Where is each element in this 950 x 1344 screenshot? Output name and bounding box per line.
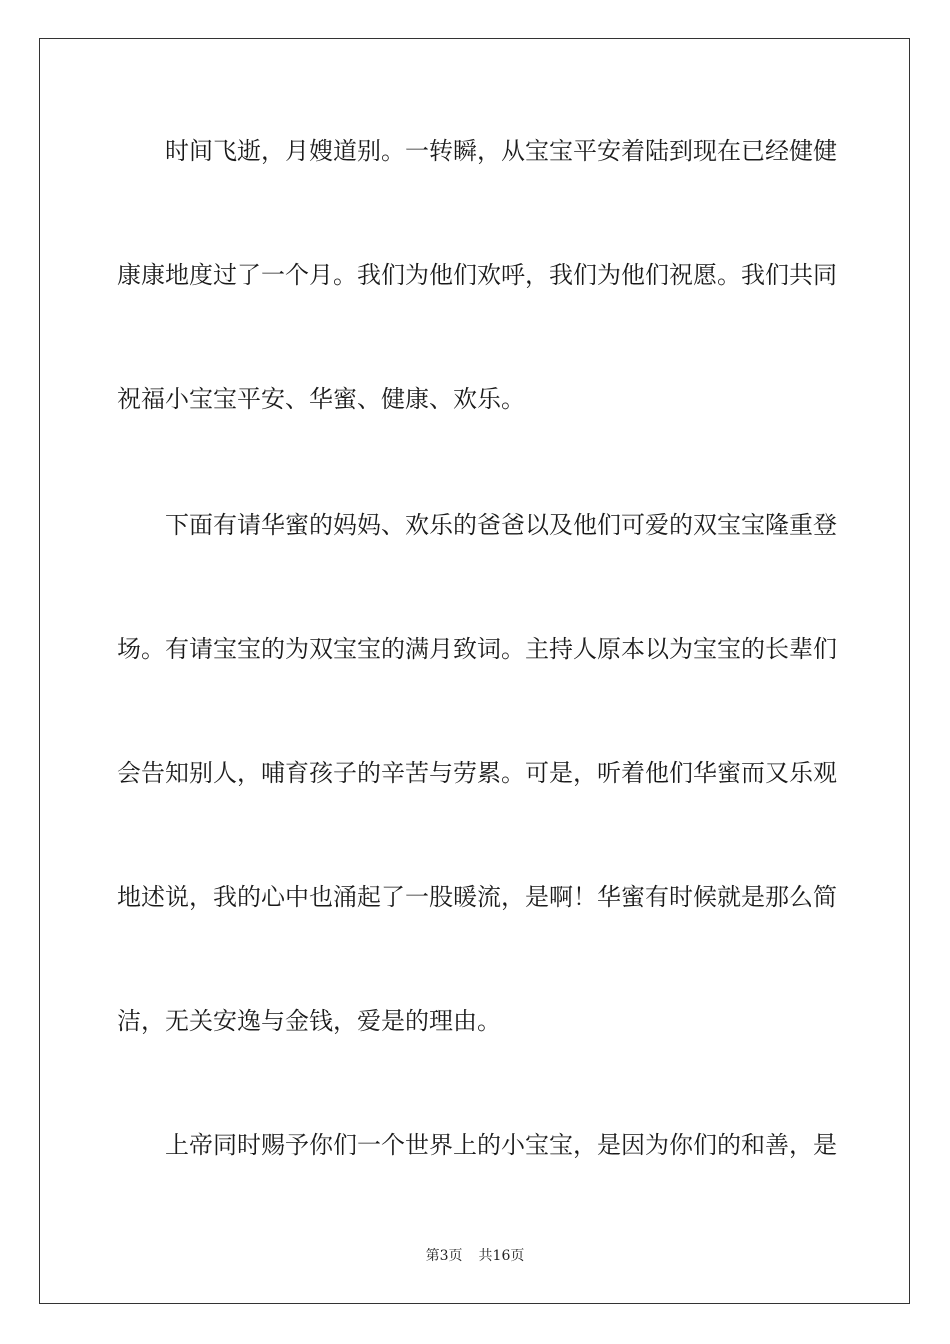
text-line-1: 时间飞逝，月嫂道别。一转瞬，从宝宝平安着陆到现在已经健健: [165, 137, 837, 165]
text-line-2: 康康地度过了一个月。我们为他们欢呼，我们为他们祝愿。我们共同: [117, 261, 837, 289]
text-line-9: 上帝同时赐予你们一个世界上的小宝宝，是因为你们的和善，是: [165, 1131, 837, 1159]
text-line-4: 下面有请华蜜的妈妈、欢乐的爸爸以及他们可爱的双宝宝隆重登: [165, 511, 837, 539]
text-line-7: 地述说，我的心中也涌起了一股暖流，是啊！华蜜有时候就是那么简: [117, 883, 837, 911]
text-line-6: 会告知别人，哺育孩子的辛苦与劳累。可是，听着他们华蜜而又乐观: [117, 759, 837, 787]
page-frame: [39, 38, 910, 1304]
page-total: 共16页: [478, 1248, 525, 1264]
text-line-3: 祝福小宝宝平安、华蜜、健康、欢乐。: [117, 385, 525, 413]
text-line-8: 洁，无关安逸与金钱，爱是的理由。: [117, 1007, 501, 1035]
page-footer: [0, 1246, 950, 1266]
page-number: 第3页: [425, 1248, 463, 1264]
text-line-5: 场。有请宝宝的为双宝宝的满月致词。主持人原本以为宝宝的长辈们: [117, 635, 837, 663]
